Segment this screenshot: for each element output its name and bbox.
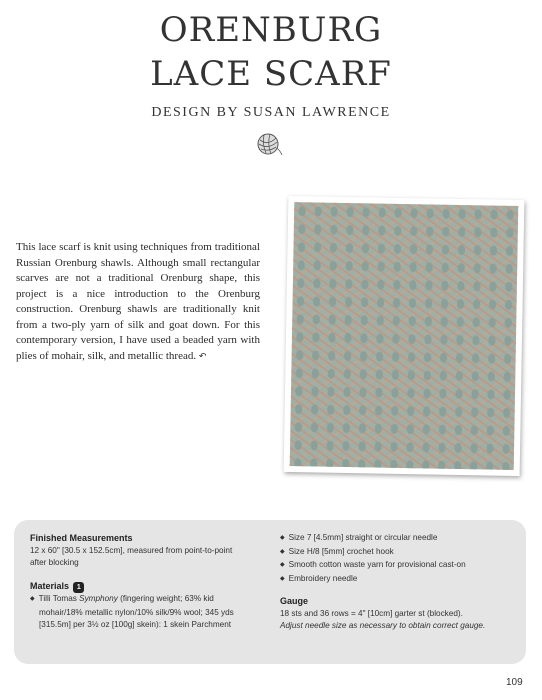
gauge-line1: 18 sts and 36 rows = 4" [10cm] garter st (blocked). <box>280 608 463 618</box>
tool-item: ◆ Smooth cotton waste yarn for provisional cast-on <box>280 559 516 573</box>
tool-item: ◆ Size 7 [4.5mm] straight or circular needle <box>280 532 516 546</box>
materials-heading: Materials <box>30 580 70 591</box>
info-right-column <box>280 532 516 633</box>
gauge-heading: Gauge <box>280 596 309 606</box>
tool-item: ◆ Size H/8 [5mm] crochet hook <box>280 546 516 560</box>
page-number: 109 <box>506 677 523 688</box>
intro-text: This lace scarf is knit using techniques from traditional Russian Orenburg shawls. Although small rectangular scarves are not a traditional Orenburg shape, this project is a nice introduction to the Orenburg construction. Orenburg shawls are traditionally knit from a two-ply yarn of silk and goat down. For this contemporary version, I have used a beaded yarn with plies of mohair, silk, and metallic thread. <box>16 241 260 362</box>
yarn-detail-2: mohair/18% metallic nylon/10% silk/9% wool; 345 yds <box>39 607 234 617</box>
yarn-name: Symphony <box>79 594 118 603</box>
info-left-column <box>30 532 260 632</box>
yarn-weight-badge: 1 <box>73 582 84 593</box>
yarn-detail-1: (fingering weight; 63% kid <box>117 594 214 603</box>
finished-measurements-line1: 12 x 60" [30.5 x 152.5cm], measured from point-to-point <box>30 545 233 555</box>
intro-paragraph <box>16 240 260 364</box>
yarn-ball-icon <box>255 132 283 156</box>
byline: DESIGN BY SUSAN LAWRENCE <box>151 105 391 120</box>
scarf-photo-frame <box>284 196 525 476</box>
materials-item <box>30 593 260 607</box>
yarn-brand: Tilli Tomas <box>38 594 80 603</box>
end-mark-icon: ↶ <box>198 350 207 361</box>
scarf-photo <box>290 202 519 470</box>
yarn-detail-3: [315.5m] per 3½ oz [100g] skein): 1 skein Parchment <box>39 620 232 629</box>
finished-measurements-heading: Finished Measurements <box>30 533 133 543</box>
title-line-1: ORENBURG <box>159 10 383 50</box>
gauge-line2: Adjust needle size as necessary to obtain correct gauge. <box>280 621 486 630</box>
finished-measurements-line2: after blocking <box>30 558 79 567</box>
tool-item: ◆ Embroidery needle <box>280 573 516 587</box>
pattern-info-box <box>14 520 526 664</box>
title-line-2: LACE SCARF <box>150 54 392 94</box>
